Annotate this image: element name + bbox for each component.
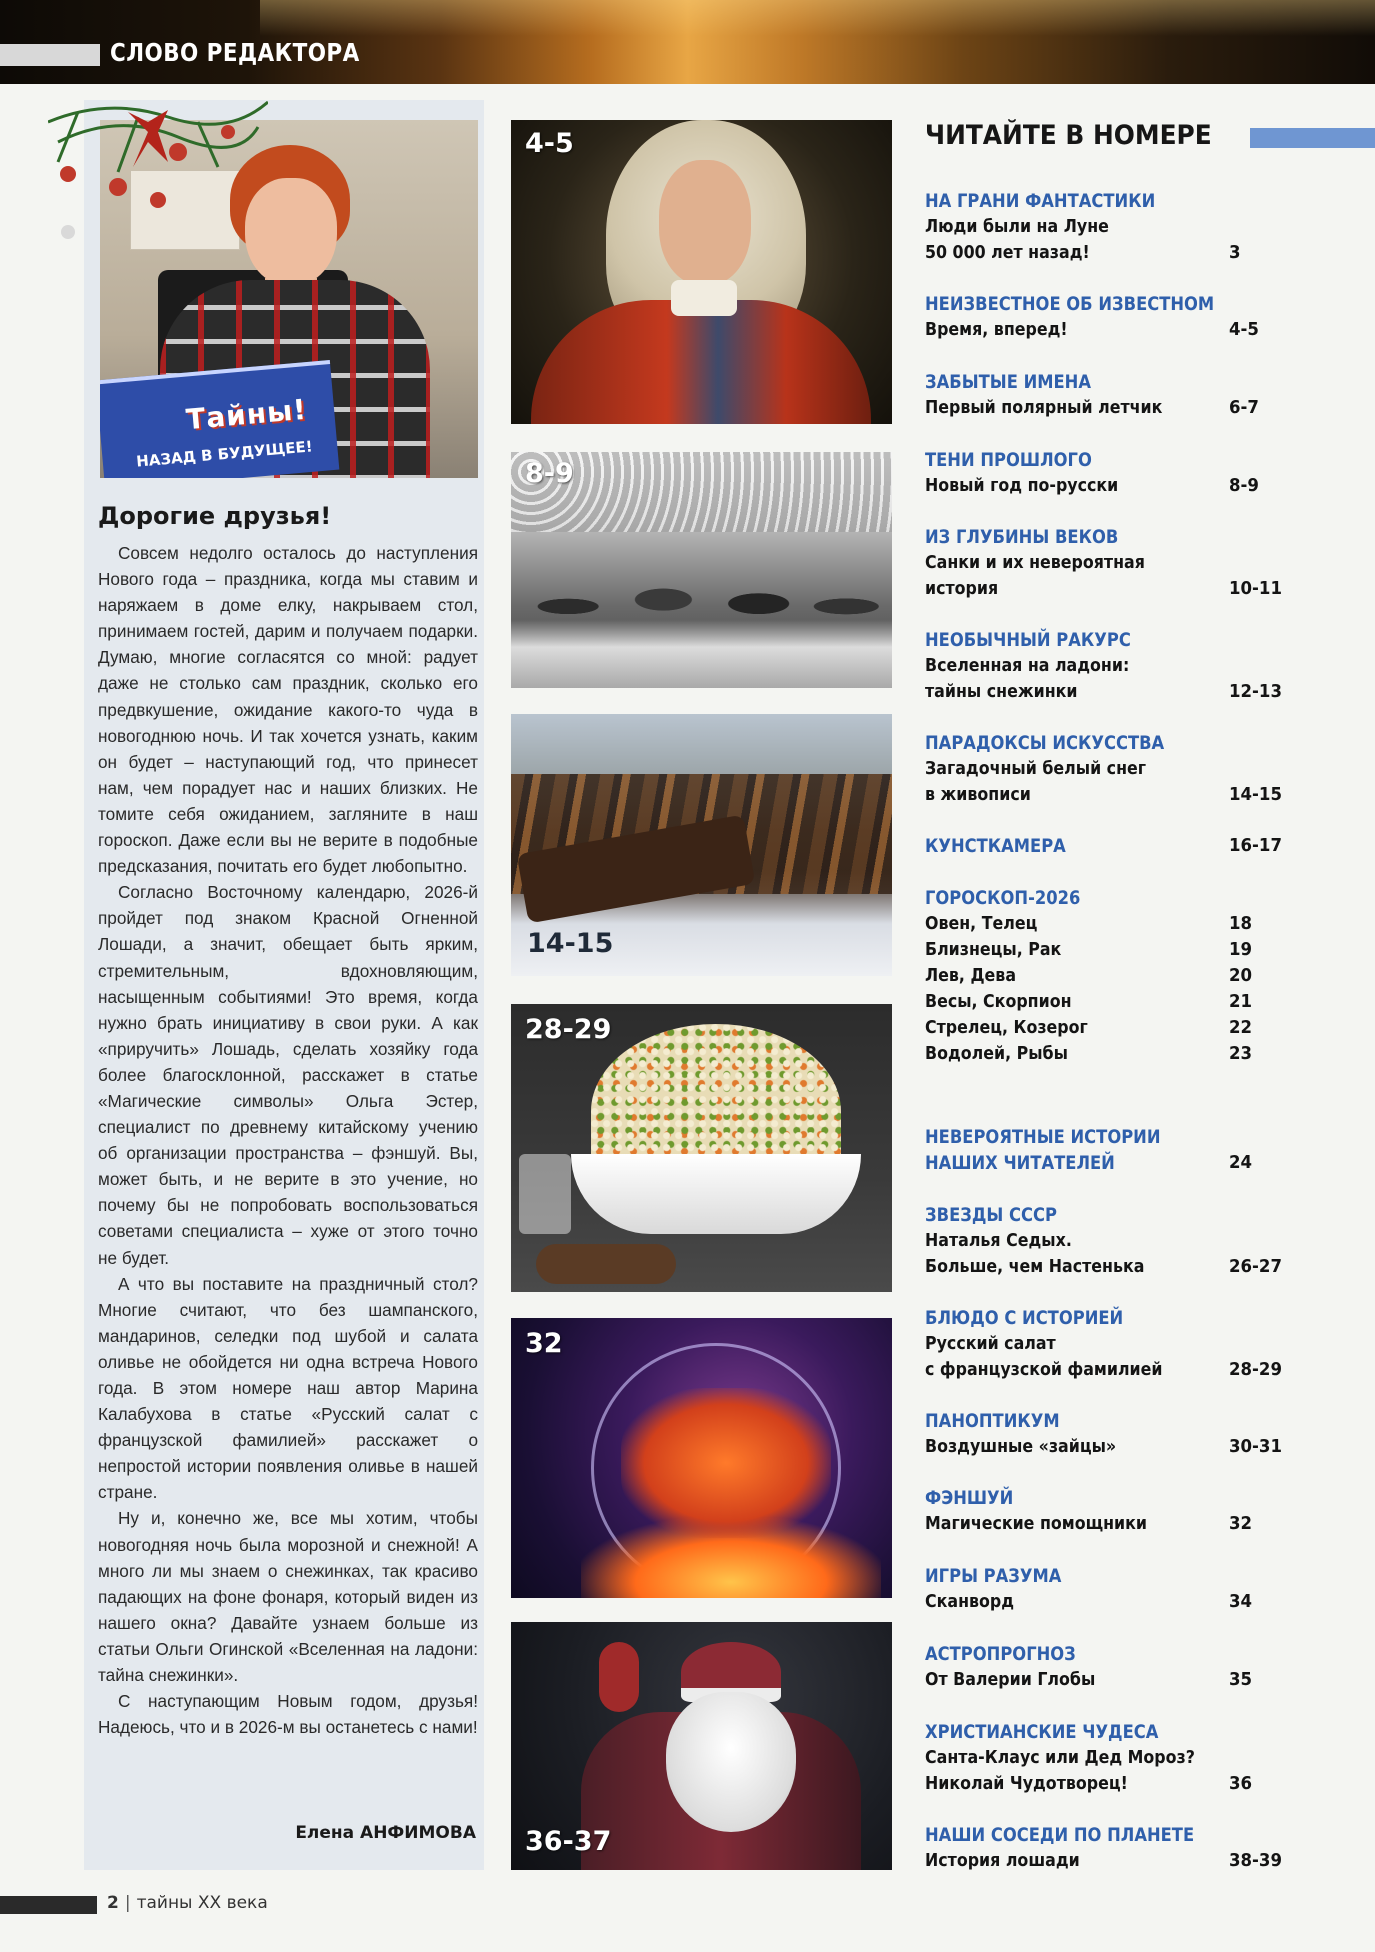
toc-item[interactable]: Лев, Дева 20 bbox=[925, 965, 1253, 986]
toc-category: ЗВЕЗДЫ СССР bbox=[925, 1204, 1057, 1226]
image-painting-tile[interactable] bbox=[511, 714, 892, 976]
image-salad-tile[interactable] bbox=[511, 1004, 892, 1292]
toc-item[interactable]: КУНСТКАМЕРА 16-17 bbox=[925, 835, 1282, 857]
image-page-label: 4-5 bbox=[525, 128, 574, 159]
editorial-paragraph: Ну и, конечно же, все мы хотим, чтобы новогодняя ночь была морозной и снежной! А много ли мы знаем о снежинках, так красиво падающих на фоне фонаря, который виден из нашего окна? Давайте узнаем больше из статьи Ольги Огинской «Вселенная на ладони: тайна снежинки». bbox=[98, 1508, 478, 1686]
image-page-label: 36-37 bbox=[525, 1826, 612, 1857]
toc-section[interactable] bbox=[925, 833, 1325, 859]
toc-category: ФЭНШУЙ bbox=[925, 1487, 1014, 1509]
toc-category: НА ГРАНИ ФАНТАСТИКИ bbox=[925, 190, 1156, 212]
editorial-paragraph: С наступающим Новым годом, друзья! Надеюсь, что и в 2026-м вы останетесь с нами! bbox=[98, 1691, 478, 1738]
toc-item[interactable]: в живописи 14-15 bbox=[925, 784, 1282, 805]
toc-item[interactable]: Стрелец, Козерог 22 bbox=[925, 1017, 1253, 1038]
section-header bbox=[0, 0, 1375, 84]
fire-horse-icon bbox=[621, 1388, 831, 1538]
toc-category: ГОРОСКОП-2026 bbox=[925, 887, 1081, 909]
image-page-label: 28-29 bbox=[525, 1014, 612, 1045]
image-page-label: 8-9 bbox=[525, 458, 574, 489]
toc-category: НЕИЗВЕСТНОЕ ОБ ИЗВЕСТНОМ bbox=[925, 293, 1215, 315]
toc-item[interactable]: Время, вперед! 4-5 bbox=[925, 319, 1259, 340]
toc-item[interactable]: НАШИХ ЧИТАТЕЛЕЙ 24 bbox=[925, 1150, 1325, 1176]
toc-item[interactable]: Санта-Клаус или Дед Мороз? bbox=[925, 1747, 1195, 1768]
toc-item[interactable]: Магические помощники 32 bbox=[925, 1513, 1253, 1534]
toc-section[interactable] bbox=[925, 1485, 1325, 1537]
toc-item[interactable]: Николай Чудотворец! 36 bbox=[925, 1773, 1253, 1794]
image-horse-tile[interactable] bbox=[511, 1318, 892, 1598]
toc-item[interactable]: Воздушные «зайцы» 30-31 bbox=[925, 1436, 1282, 1457]
magazine-cover-title: Тайны! bbox=[184, 392, 309, 437]
toc-section[interactable] bbox=[925, 1822, 1325, 1874]
toc-category: БЛЮДО С ИСТОРИЕЙ bbox=[925, 1307, 1124, 1329]
editorial-text bbox=[98, 540, 478, 1740]
editorial-paragraph: Совсем недолго осталось до наступления Нового года – праздника, когда мы ставим и наряжаем в доме елку, накрываем стол, принимаем гостей, дарим и получаем подарки. Думаю, многие согласятся со мной: радует даже не столько сам праздник, сколько его предвкушение, ожидание какого-то чуда в новогоднюю ночь. И так хочется узнать, каким он будет – наступающий год, что принесет нам, чем порадует нас и наших близких. Не томите себя ожиданием, загляните в наш гороскоп. Даже если вы не верите в подобные предсказания, почитать его будет любопытно. bbox=[98, 543, 478, 877]
toc-section[interactable] bbox=[925, 885, 1325, 1067]
toc-item[interactable]: Загадочный белый снег bbox=[925, 758, 1147, 779]
toc-category: АСТРОПРОГНОЗ bbox=[925, 1643, 1076, 1665]
header-accent-bar bbox=[0, 44, 100, 66]
toc-section[interactable] bbox=[925, 524, 1325, 602]
toc-item[interactable]: Водолей, Рыбы 23 bbox=[925, 1043, 1253, 1064]
editorial-paragraph: А что вы поставите на праздничный стол? Многие считают, что без шампанского, мандаринов, селедки под шубой и салата оливье не обойдется ни одна встреча Нового года. В этом номере наш автор Марина Калабухова в статье «Русский салат с французской фамилией» расскажет о непростой истории появления оливье в нашей стране. bbox=[98, 1273, 478, 1503]
christmas-garland-icon bbox=[48, 92, 268, 242]
toc-item[interactable]: Больше, чем Настенька 26-27 bbox=[925, 1256, 1282, 1277]
toc-section[interactable] bbox=[925, 291, 1325, 343]
magazine-cover-subtitle: НАЗАД В БУДУЩЕЕ! bbox=[135, 437, 314, 471]
toc-item[interactable]: Люди были на Луне bbox=[925, 216, 1109, 237]
toc-item[interactable]: Овен, Телец 18 bbox=[925, 913, 1253, 934]
toc-section[interactable] bbox=[925, 188, 1325, 266]
toc-item[interactable]: 50 000 лет назад! 3 bbox=[925, 242, 1241, 263]
toc-section[interactable] bbox=[925, 1641, 1325, 1693]
toc-category: ХРИСТИАНСКИЕ ЧУДЕСА bbox=[925, 1721, 1159, 1743]
toc-item[interactable]: История лошади 38-39 bbox=[925, 1850, 1282, 1871]
toc-section[interactable] bbox=[925, 627, 1325, 705]
magazine-name: тайны XX века bbox=[136, 1893, 268, 1913]
toc-title-accent bbox=[1250, 128, 1375, 148]
toc-item[interactable]: Первый полярный летчик 6-7 bbox=[925, 397, 1259, 418]
toc-item[interactable]: история 10-11 bbox=[925, 578, 1282, 599]
toc-item[interactable]: Близнецы, Рак 19 bbox=[925, 939, 1253, 960]
image-ded-moroz-tile[interactable] bbox=[511, 1622, 892, 1870]
toc-item[interactable]: тайны снежинки 12-13 bbox=[925, 681, 1282, 702]
toc-category: ПАРАДОКСЫ ИСКУССТВА bbox=[925, 732, 1165, 754]
image-page-label: 14-15 bbox=[527, 928, 614, 959]
toc-category: ИГРЫ РАЗУМА bbox=[925, 1565, 1062, 1587]
toc-item[interactable]: Санки и их невероятная bbox=[925, 552, 1145, 573]
toc-section[interactable] bbox=[925, 1408, 1325, 1460]
toc-category: КУНСТКАМЕРА bbox=[925, 835, 1066, 857]
toc-item[interactable]: От Валерии Глобы 35 bbox=[925, 1669, 1253, 1690]
image-feast-tile[interactable] bbox=[511, 452, 892, 688]
toc-category: ТЕНИ ПРОШЛОГО bbox=[925, 449, 1092, 471]
toc-section[interactable] bbox=[925, 1124, 1325, 1176]
toc-section[interactable] bbox=[925, 1563, 1325, 1615]
image-portrait-tile[interactable] bbox=[511, 120, 892, 424]
toc-category: НАШИ СОСЕДИ ПО ПЛАНЕТЕ bbox=[925, 1824, 1195, 1846]
toc-category: ПАНОПТИКУМ bbox=[925, 1410, 1060, 1432]
toc-item[interactable]: Сканворд 34 bbox=[925, 1591, 1253, 1612]
toc-item[interactable]: Новый год по-русски 8-9 bbox=[925, 475, 1259, 496]
greeting-heading: Дорогие друзья! bbox=[98, 502, 332, 530]
toc-item[interactable]: Весы, Скорпион 21 bbox=[925, 991, 1253, 1012]
toc-category-line2: НАШИХ ЧИТАТЕЛЕЙ bbox=[925, 1152, 1115, 1174]
footer-accent-bar bbox=[0, 1896, 97, 1914]
toc-section[interactable] bbox=[925, 1305, 1325, 1383]
toc-item[interactable]: с французской фамилией 28-29 bbox=[925, 1359, 1282, 1380]
toc-section[interactable] bbox=[925, 1202, 1325, 1280]
toc-title: ЧИТАЙТЕ В НОМЕРЕ bbox=[925, 120, 1212, 151]
toc-item[interactable]: Наталья Седых. bbox=[925, 1230, 1072, 1251]
image-page-label: 32 bbox=[525, 1328, 563, 1359]
toc-section[interactable] bbox=[925, 1719, 1325, 1797]
toc-section[interactable] bbox=[925, 447, 1325, 499]
toc-category: ИЗ ГЛУБИНЫ ВЕКОВ bbox=[925, 526, 1119, 548]
editorial-paragraph: Согласно Восточному календарю, 2026-й пройдет под знаком Красной Огненной Лошади, а значит, обещает быть ярким, стремительным, вдохновляющим, насыщенным событиями! Это время, когда нужно брать инициативу в свои руки. А как «приручить» Лошадь, сделать хозяйку года более благосклонной, расскажет в статье «Магические символы» Ольга Эстер, специалист по древнему китайскому учению об организации пространства – фэншуй. Вы, может быть, и не верите в это учение, но почему бы не попробовать воспользоваться советами специалиста – хуже от этого точно не будет. bbox=[98, 882, 478, 1268]
editor-signature: Елена АНФИМОВА bbox=[295, 1823, 476, 1843]
toc-category: НЕОБЫЧНЫЙ РАКУРС bbox=[925, 629, 1131, 651]
toc-section[interactable] bbox=[925, 730, 1325, 808]
toc-section[interactable] bbox=[925, 369, 1325, 421]
section-title: СЛОВО РЕДАКТОРА bbox=[110, 38, 360, 67]
page-number: 2 bbox=[107, 1893, 119, 1913]
page-footer: 2 | тайны XX века bbox=[107, 1893, 268, 1913]
toc-category: ЗАБЫТЫЕ ИМЕНА bbox=[925, 371, 1091, 393]
toc-item[interactable]: Русский салат bbox=[925, 1333, 1056, 1354]
toc-category: НЕВЕРОЯТНЫЕ ИСТОРИИ bbox=[925, 1126, 1161, 1148]
toc-item[interactable]: Вселенная на ладони: bbox=[925, 655, 1130, 676]
